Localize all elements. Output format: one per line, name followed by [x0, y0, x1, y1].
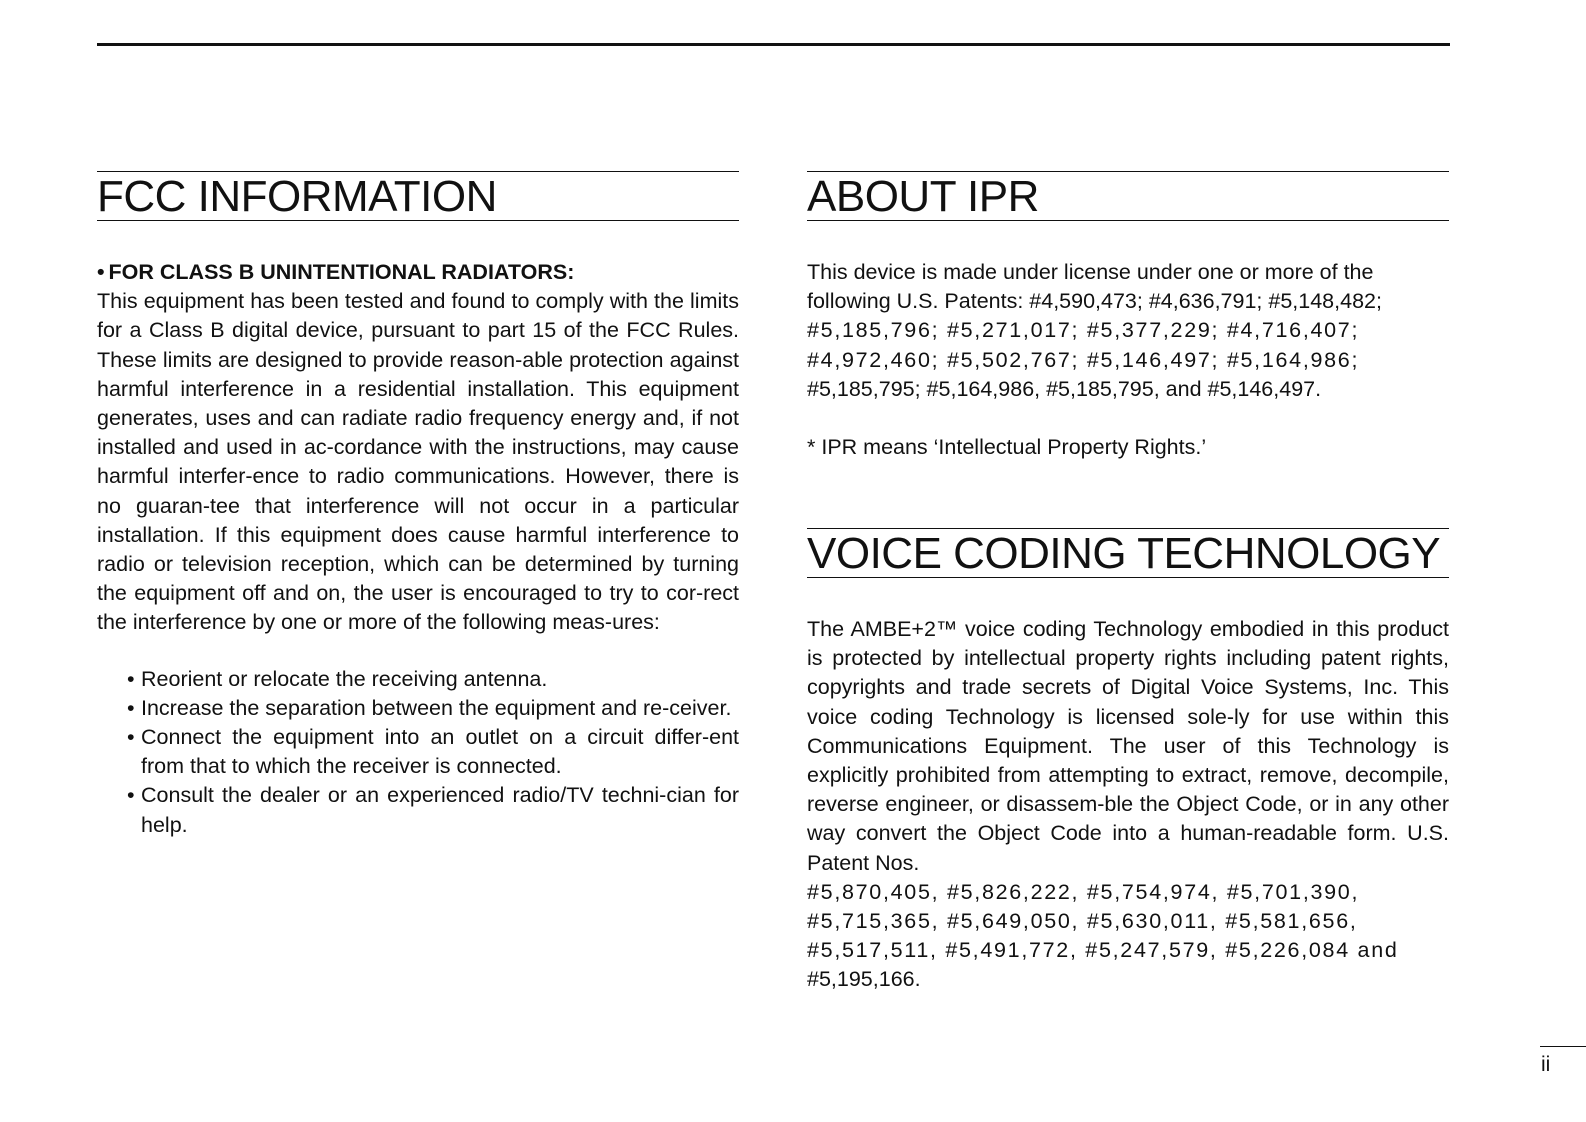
- fcc-heading: FCC INFORMATION: [97, 171, 739, 221]
- list-item: [127, 781, 739, 839]
- ipr-note: * IPR means ‘Intellectual Property Rights.’: [807, 435, 1207, 460]
- voice-patent-line: #5,517,511, #5,491,772, #5,247,579, #5,226,084 and: [807, 938, 1399, 963]
- measure-text: Reorient or relocate the receiving antenna.: [141, 666, 548, 691]
- voice-body: [807, 615, 1449, 995]
- ipr-line: following U.S. Patents: #4,590,473; #4,636,791; #5,148,482;: [807, 289, 1382, 314]
- voice-heading: VOICE CODING TECHNOLOGY: [807, 528, 1449, 578]
- ipr-body: [807, 258, 1449, 462]
- list-item: [127, 665, 739, 694]
- voice-paragraph: The AMBE+2™ voice coding Technology embodied in this product is protected by intellectual property rights including patent rights, copyrights and trade secrets of Digital Voice Systems, Inc. This voice coding Technology is licensed sole-ly for use within this Communications Equipment. The user of this Technology is explicitly prohibited from attempting to extract, remove, decompile, reverse engineer, or disassem-ble the Object Code, or in any other way convert the Object Code into a human-readable form. U.S. Patent Nos.: [807, 617, 1449, 875]
- measures-list: [127, 665, 739, 840]
- page-number-rule: [1540, 1046, 1586, 1047]
- fcc-subheading-text: FOR CLASS B UNINTENTIONAL RADIATORS:: [108, 260, 575, 284]
- ipr-line: This device is made under license under one or more of the: [807, 260, 1374, 284]
- bullet-dot: •: [127, 783, 135, 808]
- ipr-patent-line: #4,972,460; #5,502,767; #5,146,497; #5,164,986;: [807, 347, 1360, 372]
- fcc-body: This equipment has been tested and found to comply with the limits for a Class B digital device, pursuant to part 15 of the FCC Rules. These limits are designed to provide reason-able protection against harmful interference in a residential installation. This equipment generates, uses and can radiate radio frequency energy and, if not installed and used in ac-cordance with the instructions, may cause harmful interfer-ence to radio communications. However, there is no guaran-tee that interference will not occur in a particular installation. If this equipment does cause harmful interference to radio or television reception, which can be determined by turning the equipment off and on, the user is encouraged to try to cor-rect the interference by one or more of the following meas-ures:: [97, 289, 739, 635]
- bullet-dot: •: [127, 666, 135, 691]
- voice-patent-line: #5,715,365, #5,649,050, #5,630,011, #5,581,656,: [807, 909, 1358, 934]
- ipr-heading: ABOUT IPR: [807, 171, 1449, 221]
- list-item: [127, 723, 739, 781]
- bullet-dot: •: [127, 695, 135, 720]
- top-rule: [97, 43, 1450, 46]
- voice-coding-section: [807, 528, 1449, 995]
- bullet-dot: •: [127, 725, 135, 750]
- measure-text: Consult the dealer or an experienced radio/TV techni-cian for help.: [141, 783, 739, 837]
- ipr-patent-line: #5,185,796; #5,271,017; #5,377,229; #4,716,407;: [807, 318, 1360, 343]
- fcc-subheading: [97, 258, 739, 287]
- fcc-information-section: [97, 171, 739, 840]
- voice-patent-line: #5,195,166.: [807, 967, 921, 992]
- about-ipr-section: [807, 171, 1449, 462]
- measure-text: Increase the separation between the equipment and re-ceiver.: [141, 695, 732, 720]
- subheading-bullet: •: [97, 260, 105, 284]
- voice-patent-line: #5,870,405, #5,826,222, #5,754,974, #5,701,390,: [807, 879, 1360, 904]
- measure-text: Connect the equipment into an outlet on a circuit differ-ent from that to which the receiver is connected.: [141, 725, 739, 779]
- page-number: ii: [1541, 1053, 1551, 1076]
- ipr-line: #5,185,795; #5,164,986, #5,185,795, and #5,146,497.: [807, 376, 1322, 401]
- list-item: [127, 694, 739, 723]
